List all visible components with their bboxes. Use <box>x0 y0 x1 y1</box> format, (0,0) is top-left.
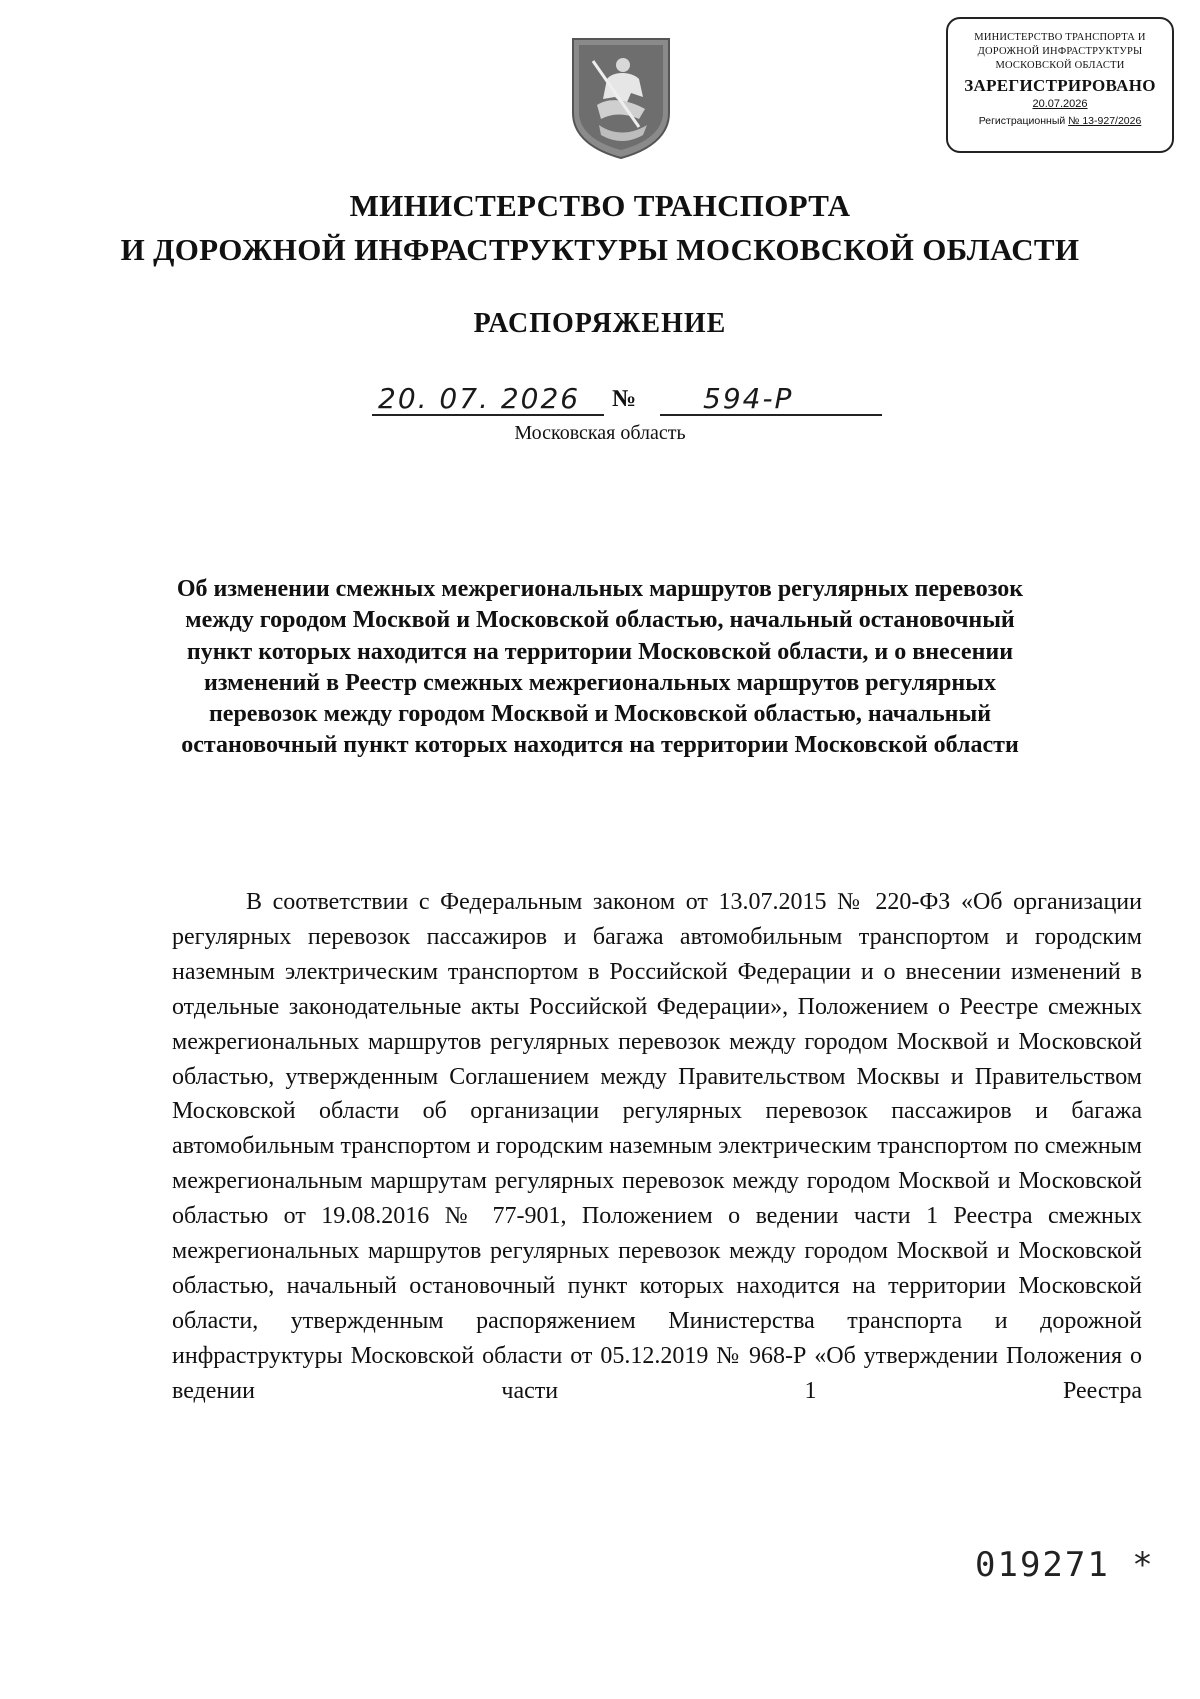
ministry-name-line-2: И ДОРОЖНОЙ ИНФРАСТРУКТУРЫ МОСКОВСКОЙ ОБЛАСТИ <box>120 232 1080 267</box>
moscow-oblast-coat-of-arms-icon <box>569 35 673 161</box>
number-sign: № <box>612 386 637 412</box>
document-number: 594-Р <box>703 382 794 415</box>
stamp-registration <box>948 114 1172 129</box>
document-title: Об изменении смежных межрегиональных маршрутов регулярных перевозок между городом Москвой и Московской областью, начальный остановочный пункт которых находится на территории Московской области, и о внесении изменений в Реестр смежных межрегиональных маршрутов регулярных перевозок между городом Москвой и Московской областью, начальный остановочный пункт которых находится на территории Московской области <box>176 576 1024 759</box>
body-paragraph: В соответствии с Федеральным законом от 13.07.2015 № 220-ФЗ «Об организации регулярных перевозок пассажиров и багажа автомобильным транспортом и городским наземным электрическим транспортом в Российской Федерации и о внесении изменений в отдельные законодательные акты Российской Федерации», Положением о Реестре смежных межрегиональных маршрутов регулярных перевозок между городом Москвой и Московской областью, утвержденным Соглашением между Правительством Москвы и Правительством Московской области об организации регулярных перевозок пассажиров и багажа автомобильным транспортом и городским наземным электрическим транспортом по смежным межрегиональным маршрутам регулярных перевозок между городом Москвой и Московской областью от 19.08.2016 № 77-901, Положением о ведении части 1 Реестра смежных межрегиональных маршрутов регулярных перевозок между городом Москвой и Московской областью, начальный остановочный пункт которых находится на территории Московской области, утвержденным распоряжением Министерства транспорта и дорожной инфраструктуры Московской области от 05.12.2019 № 968-Р «Об утверждении Положения о ведении части 1 Реестра <box>172 889 1142 1404</box>
registration-stamp <box>946 17 1174 153</box>
stamp-reg-label: Регистрационный <box>978 115 1066 127</box>
stamp-reg-number: № 13-927/2026 <box>1068 115 1142 127</box>
serial-number: 019271 * <box>975 1545 1155 1585</box>
date-underline <box>372 414 604 416</box>
stamp-date: 20.07.2026 <box>1032 98 1088 110</box>
stamp-status: ЗАРЕГИСТРИРОВАНО <box>964 76 1156 95</box>
stamp-org-line: МОСКОВСКОЙ ОБЛАСТИ <box>995 60 1125 71</box>
document-date: 20. 07. 2026 <box>378 382 581 415</box>
ministry-name-line-1: МИНИСТЕРСТВО ТРАНСПОРТА <box>349 188 851 223</box>
stamp-org-line: ДОРОЖНОЙ ИНФРАСТРУКТУРЫ <box>977 46 1143 57</box>
document-type: РАСПОРЯЖЕНИЕ <box>473 308 727 339</box>
number-underline <box>660 414 882 416</box>
stamp-org-line: МИНИСТЕРСТВО ТРАНСПОРТА И <box>974 32 1146 43</box>
document-place: Московская область <box>514 422 686 444</box>
